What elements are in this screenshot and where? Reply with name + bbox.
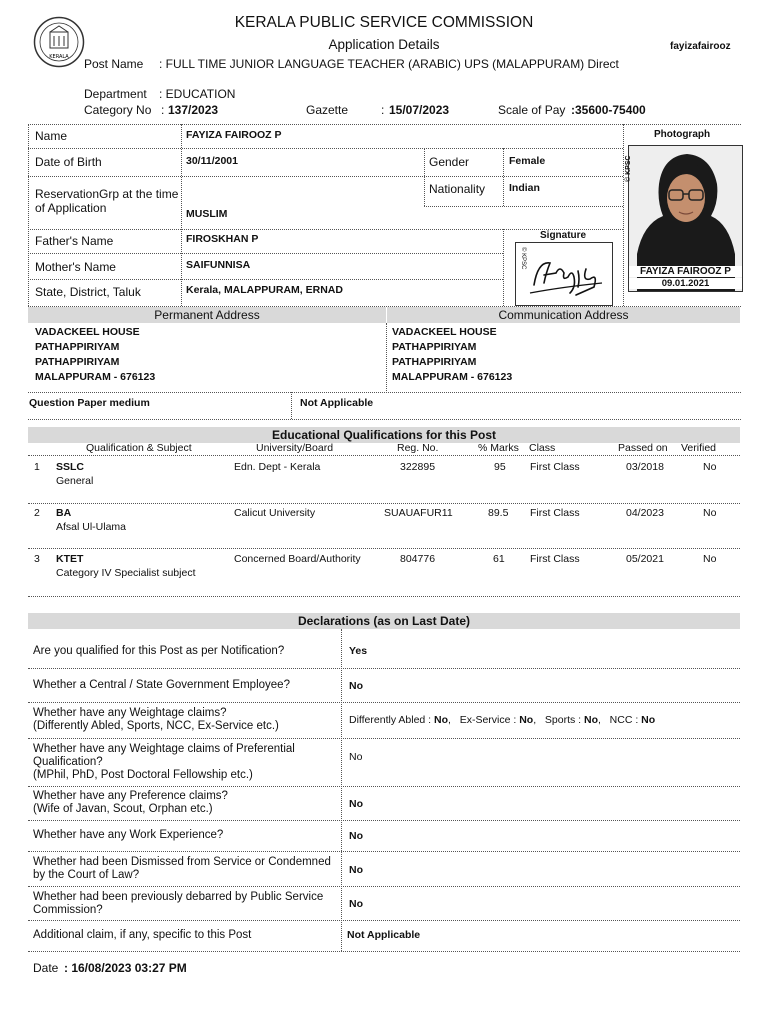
edu-row-3-subject: Category IV Specialist subject (56, 567, 196, 579)
weightage-sp-label: , Sports : (533, 714, 584, 726)
edu-row-2-subject: Afsal Ul-Ulama (56, 521, 127, 533)
category-label: Category No (84, 103, 152, 117)
edu-row-3-marks: 61 (493, 553, 505, 565)
edu-row-1-class: First Class (530, 461, 580, 473)
reservation-value: MUSLIM (186, 208, 228, 220)
edu-row-3-no: 3 (34, 553, 40, 565)
gender-label: Gender (429, 155, 470, 169)
scale-of-pay-label: Scale of Pay (498, 103, 566, 117)
date-value: : 16/08/2023 03:27 PM (64, 961, 187, 975)
scale-of-pay-value: :35600-75400 (571, 103, 646, 117)
edu-row-2-marks: 89.5 (488, 507, 509, 519)
decl-7-answer: No (349, 864, 363, 876)
edu-col-qualification: Qualification & Subject (86, 442, 192, 454)
decl-4-question: Whether have any Weightage claims of Preferential Qualification? (MPhil, PhD, Post Doctoral Fellowship etc.) (33, 743, 295, 781)
question-paper-medium-label: Question Paper medium (29, 397, 150, 409)
permanent-address-line-1: VADACKEEL HOUSE (35, 326, 140, 338)
weightage-da-label: Differently Abled : (349, 714, 435, 726)
permanent-address-line-4: MALAPPURAM - 676123 (35, 371, 156, 383)
gazette-label: Gazette (306, 103, 349, 117)
edu-col-university: University/Board (256, 442, 334, 454)
svg-text:KERALA: KERALA (49, 54, 69, 60)
decl-7-question: Whether had been Dismissed from Service or Condemned by the Court of Law? (33, 856, 331, 881)
decl-9-answer: Not Applicable (347, 929, 421, 941)
edu-row-1-regno: 322895 (400, 461, 436, 473)
decl-5-question: Whether have any Preference claims? (Wife of Javan, Scout, Orphan etc.) (33, 790, 228, 815)
permanent-address-header: Permanent Address (28, 307, 386, 323)
edu-row-3-regno: 804776 (400, 553, 436, 565)
permanent-address-line-2: PATHAPPIRIYAM (35, 341, 120, 353)
weightage-es-value: No (519, 714, 534, 726)
decl-2-answer: No (349, 680, 363, 692)
state-district-taluk-value: Kerala, MALAPPURAM, ERNAD (186, 284, 343, 296)
edu-row-3-board: Concerned Board/Authority (234, 553, 361, 565)
signature-label: Signature (540, 230, 587, 241)
education-header: Educational Qualifications for this Post (28, 427, 740, 443)
nationality-value: Indian (509, 182, 540, 194)
edu-row-2-class: First Class (530, 507, 580, 519)
communication-address-line-4: MALAPPURAM - 676123 (392, 371, 513, 383)
decl-8-answer: No (349, 898, 363, 910)
decl-8-question: Whether had been previously debarred by Public Service Commission? (33, 891, 324, 916)
weightage-da-value: No (434, 714, 449, 726)
edu-row-1-verified: No (703, 461, 717, 473)
edu-row-3-class: First Class (530, 553, 580, 565)
edu-row-1-no: 1 (34, 461, 40, 473)
applicant-signature (515, 242, 613, 306)
nationality-label: Nationality (429, 182, 486, 196)
edu-row-2-board: Calicut University (234, 507, 316, 519)
state-district-taluk-label: State, District, Taluk (35, 285, 141, 299)
applicant-photograph (625, 145, 743, 292)
decl-4-answer: No (349, 751, 363, 763)
edu-col-passed: Passed on (618, 442, 668, 454)
post-name-value: : FULL TIME JUNIOR LANGUAGE TEACHER (ARABIC) UPS (MALAPPURAM) Direct (159, 57, 619, 71)
page-title: Application Details (328, 37, 440, 52)
dob-value: 30/11/2001 (186, 155, 238, 167)
decl-9-question: Additional claim, if any, specific to this Post (33, 929, 252, 941)
edu-row-1-board: Edn. Dept - Kerala (234, 461, 321, 473)
dob-label: Date of Birth (35, 155, 102, 169)
decl-3-answer (349, 714, 655, 726)
name-label: Name (35, 129, 68, 143)
photo-caption-date: 09.01.2021 (629, 278, 742, 289)
signature-watermark: © KPSC (520, 247, 526, 270)
photo-caption-name: FAYIZA FAIROOZ P (629, 266, 742, 277)
communication-address-header: Communication Address (387, 307, 740, 323)
edu-col-verified: Verified (681, 442, 717, 454)
weightage-ncc-value: No (641, 714, 656, 726)
department-value: : EDUCATION (159, 87, 236, 101)
edu-col-regno: Reg. No. (397, 442, 439, 454)
father-name-label: Father's Name (35, 234, 114, 248)
decl-1-answer: Yes (349, 645, 368, 657)
edu-col-marks: % Marks (478, 442, 519, 454)
edu-row-3-qualification: KTET (56, 553, 84, 565)
edu-row-2-passed: 04/2023 (626, 507, 664, 519)
post-name-label: Post Name (84, 57, 144, 71)
communication-address-line-3: PATHAPPIRIYAM (392, 356, 477, 368)
weightage-es-label: , Ex-Service : (448, 714, 520, 726)
question-paper-medium-value: Not Applicable (300, 397, 374, 409)
username: fayizafairooz (670, 41, 731, 52)
communication-address-line-2: PATHAPPIRIYAM (392, 341, 477, 353)
category-colon: : (161, 103, 165, 117)
gender-value: Female (509, 155, 546, 167)
father-name-value: FIROSKHAN P (186, 233, 259, 245)
weightage-ncc-label: , NCC : (598, 714, 642, 726)
edu-row-2-regno: SUAUAFUR11 (384, 507, 453, 519)
permanent-address-line-3: PATHAPPIRIYAM (35, 356, 120, 368)
photo-watermark: © KPSC (625, 155, 632, 182)
gazette-value: 15/07/2023 (389, 103, 450, 117)
declarations-header: Declarations (as on Last Date) (28, 613, 740, 629)
edu-col-class: Class (529, 442, 556, 454)
mother-name-label: Mother's Name (35, 260, 116, 274)
photograph-label: Photograph (654, 129, 711, 140)
decl-6-question: Whether have any Work Experience? (33, 829, 224, 841)
org-title: KERALA PUBLIC SERVICE COMMISSION (234, 14, 534, 31)
decl-6-answer: No (349, 830, 363, 842)
edu-row-2-verified: No (703, 507, 717, 519)
edu-row-1-marks: 95 (494, 461, 506, 473)
name-value: FAYIZA FAIROOZ P (186, 129, 282, 141)
gazette-colon: : (381, 103, 385, 117)
edu-row-3-verified: No (703, 553, 717, 565)
department-label: Department (84, 87, 147, 101)
edu-row-1-qualification: SSLC (56, 461, 85, 473)
decl-1-question: Are you qualified for this Post as per Notification? (33, 645, 285, 657)
edu-row-1-passed: 03/2018 (626, 461, 664, 473)
reservation-label: ReservationGrp at the time of Application (35, 187, 179, 215)
edu-row-2-qualification: BA (56, 507, 72, 519)
decl-5-answer: No (349, 798, 363, 810)
weightage-sp-value: No (584, 714, 598, 726)
communication-address-line-1: VADACKEEL HOUSE (392, 326, 497, 338)
decl-3-question: Whether have any Weightage claims? (Differently Abled, Sports, NCC, Ex-Service etc.) (33, 707, 279, 732)
category-value: 137/2023 (168, 103, 219, 117)
edu-row-3-passed: 05/2021 (626, 553, 664, 565)
edu-row-2-no: 2 (34, 507, 40, 519)
decl-2-question: Whether a Central / State Government Employee? (33, 679, 290, 691)
date-label: Date (33, 961, 59, 975)
mother-name-value: SAIFUNNISA (186, 259, 251, 271)
edu-row-1-subject: General (56, 475, 94, 487)
